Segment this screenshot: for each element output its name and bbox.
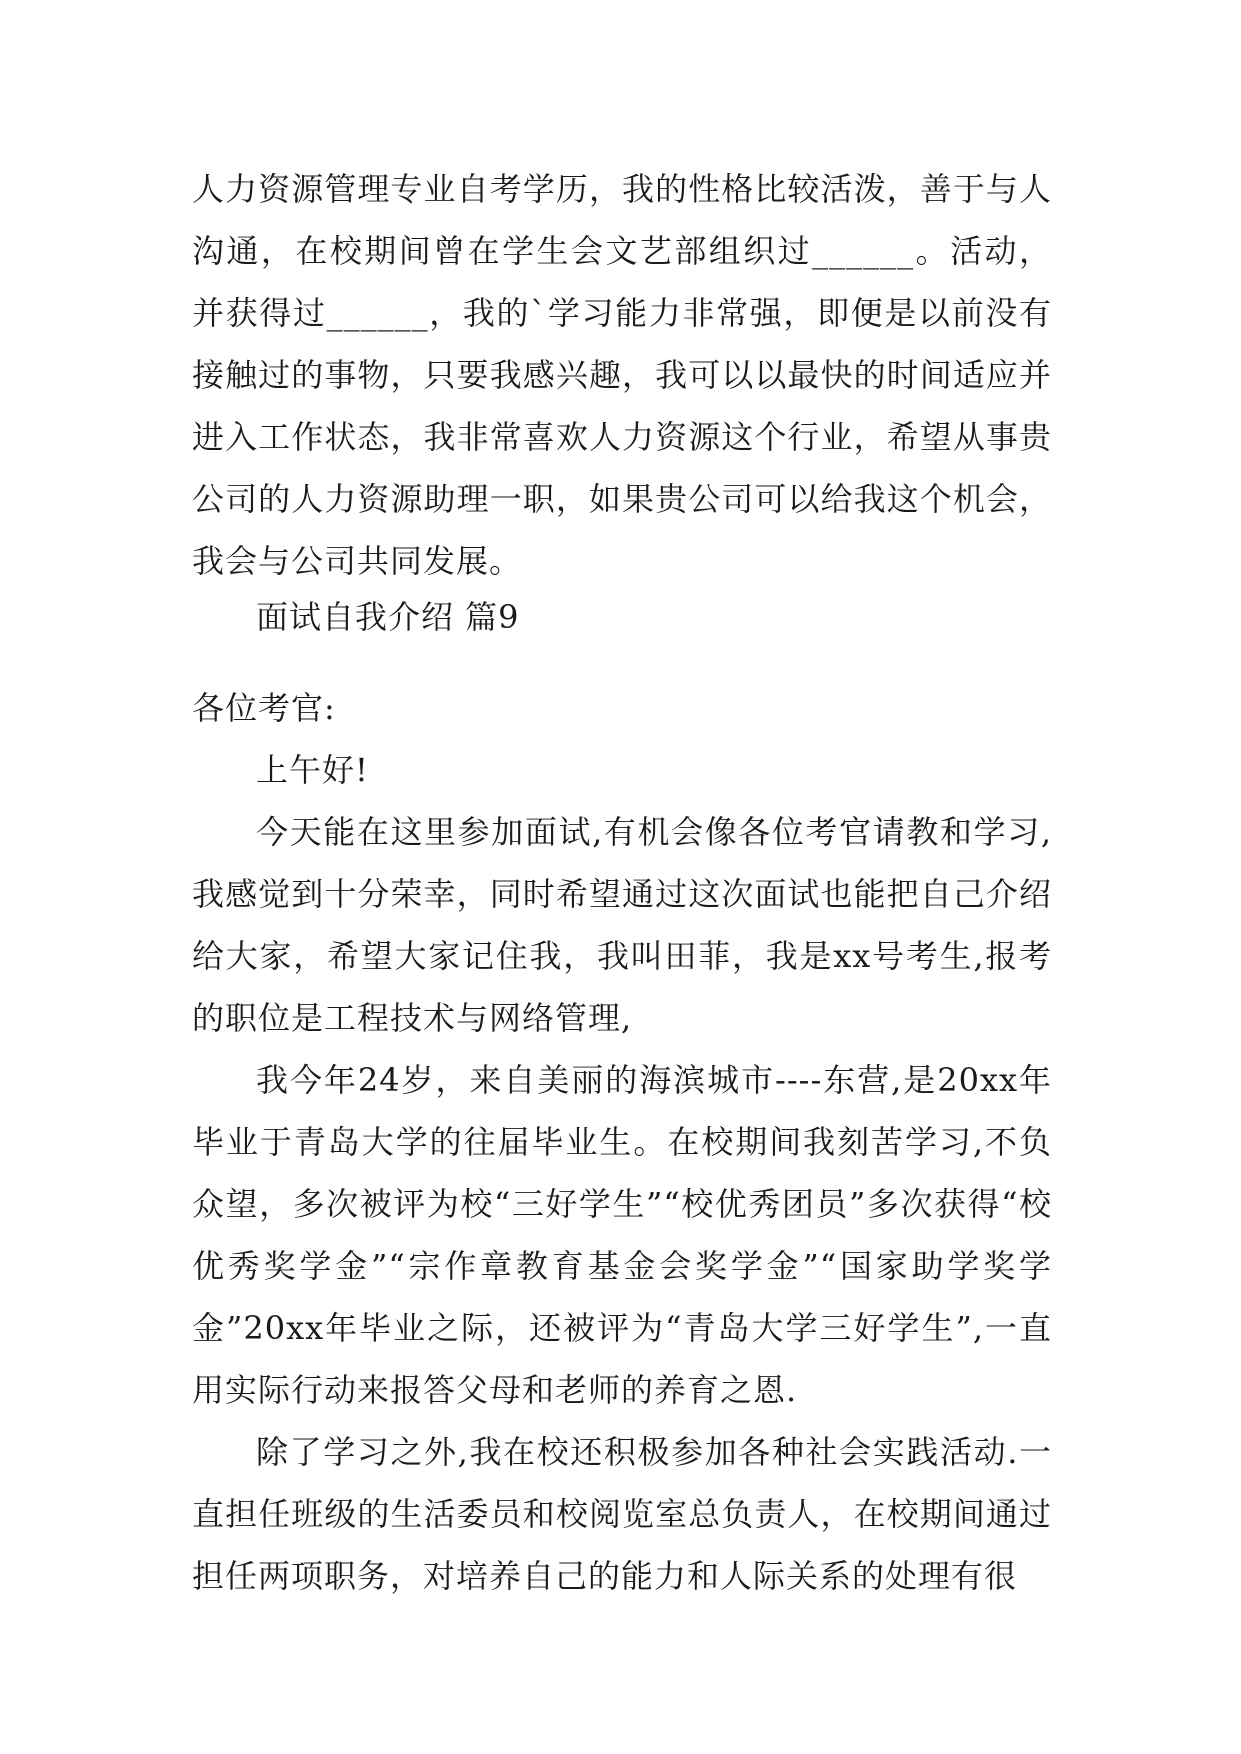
section-body: [192, 677, 1052, 1607]
body-paragraph: 除了学习之外,我在校还积极参加各种社会实践活动.一直担任班级的生活委员和校阅览室总负责人，在校期间通过担任两项职务，对培养自己的能力和人际关系的处理有很: [192, 1433, 1052, 1595]
greeting: 上午好!: [256, 751, 369, 789]
intro-text-block: [192, 158, 1052, 592]
section-heading: 面试自我介绍 篇9: [256, 598, 520, 636]
intro-paragraph: 人力资源管理专业自考学历，我的性格比较活泼，善于与人沟通，在校期间曾在学生会文艺部组织过______。活动，并获得过______，我的`学习能力非常强，即便是以前没有接触过的事物，只要我感兴趣，我可以以最快的时间适应并进入工作状态，我非常喜欢人力资源这个行业，希望从事贵公司的人力资源助理一职，如果贵公司可以给我这个机会，我会与公司共同发展。: [192, 170, 1052, 580]
salutation: 各位考官:: [192, 689, 336, 727]
body-paragraph: 我今年24岁，来自美丽的海滨城市----东营,是20xx年毕业于青岛大学的往届毕业生。在校期间我刻苦学习,不负众望，多次被评为校“三好学生”“校优秀团员”多次获得“校优秀奖学金”“宗作章教育基金会奖学金”“国家助学奖学金”20xx年毕业之际，还被评为“青岛大学三好学生”,一直用实际行动来报答父母和老师的养育之恩.: [192, 1061, 1052, 1409]
body-paragraph: 今天能在这里参加面试,有机会像各位考官请教和学习,我感觉到十分荣幸，同时希望通过这次面试也能把自己介绍给大家，希望大家记住我，我叫田菲，我是xx号考生,报考的职位是工程技术与网络管理,: [192, 813, 1052, 1037]
